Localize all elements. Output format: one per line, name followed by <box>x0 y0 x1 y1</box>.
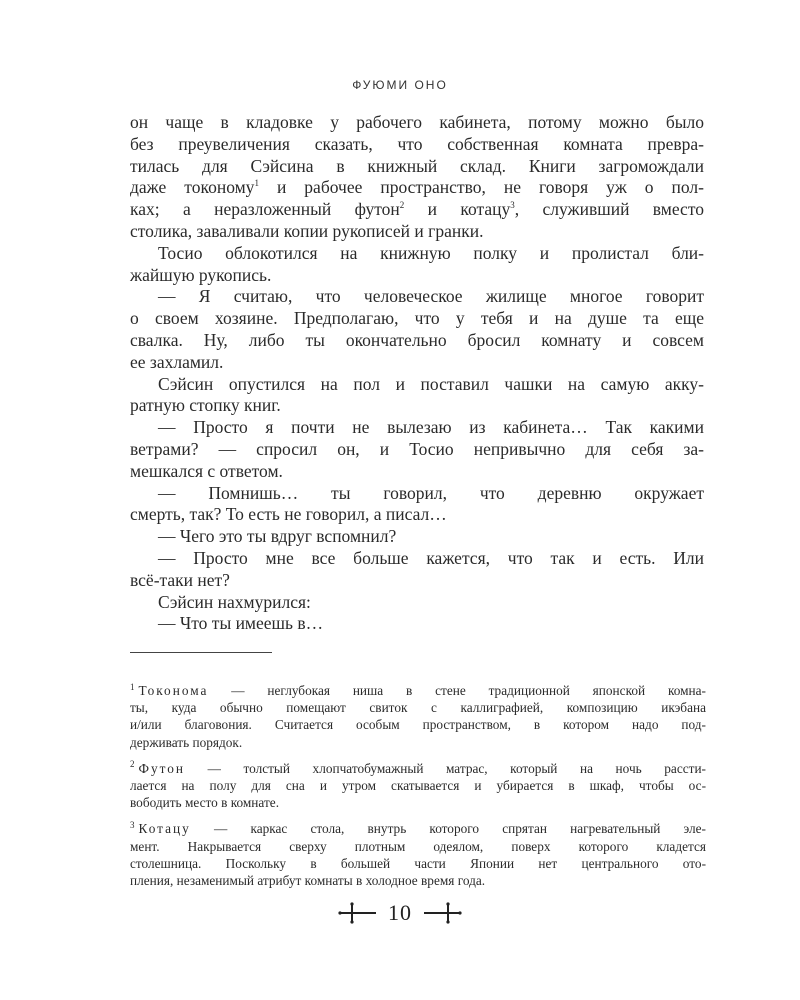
text-line: он чаще в кладовке у рабочего кабинета, потому можно было <box>130 112 704 132</box>
text-line <box>130 199 704 221</box>
text-segment: и рабочее пространство, не говоря уж о пол- <box>258 177 704 198</box>
footnote-text: — неглубокая ниша в стене традиционной японской комна- <box>208 683 706 698</box>
text-line: Тосио облокотился на книжную полку и пролистал бли- <box>158 242 704 263</box>
footnote <box>130 760 706 812</box>
text-line: ветрами? — спросил он, и Тосио непривычно для себя за- <box>130 438 704 459</box>
footnote-number: 1 <box>130 681 135 692</box>
paragraph <box>158 526 704 548</box>
running-head: ФУЮМИ ОНО <box>352 78 448 92</box>
text-line: ратную стопку книг. <box>130 395 281 416</box>
paragraph <box>130 373 704 418</box>
footnote-line: лается на полу для сна и утром скатывается и убирается в шкаф, чтобы ос- <box>130 778 706 794</box>
text-line: Сэйсин нахмурился: <box>158 591 311 612</box>
ornament-left-icon <box>338 901 378 925</box>
paragraph <box>130 286 704 373</box>
footnote-line: ты, куда обычно помещают свиток с каллиграфией, композицию икэбана <box>130 700 706 716</box>
text-line: — Просто я почти не вылезаю из кабинета… Так какими <box>158 417 704 438</box>
text-line: ее захламил. <box>130 351 224 372</box>
text-segment: , служивший вместо <box>514 199 704 220</box>
text-line: — Я считаю, что человеческое жилище многое говорит <box>158 286 704 307</box>
paragraph <box>130 547 704 592</box>
text-line: — Что ты имеешь в… <box>158 613 324 634</box>
footnote-line: вободить место в комнате. <box>130 795 280 811</box>
footnote-line: и/или благовония. Считается особым пространством, в котором надо под- <box>130 717 706 733</box>
text-segment: даже токоному <box>130 177 255 198</box>
text-line: свалка. Ну, либо ты окончательно бросил комнату и совсем <box>130 329 704 350</box>
text-line: Сэйсин опустился на пол и поставил чашки на самую акку- <box>158 373 704 394</box>
footnote-ref: 2 <box>399 200 405 211</box>
paragraph <box>130 242 704 287</box>
footnote-ref: 1 <box>254 178 259 189</box>
text-line: мешкался с ответом. <box>130 460 283 481</box>
footnote-term: Токонома <box>138 683 209 698</box>
footnote-line <box>130 760 706 777</box>
text-line: — Просто мне все больше кажется, что так и есть. Или <box>158 547 704 568</box>
footnote <box>130 820 706 889</box>
text-line: смерть, так? То есть не говорил, а писал… <box>130 504 447 525</box>
paragraph <box>130 112 704 243</box>
text-line: всё-таки нет? <box>130 569 230 590</box>
footnote-rule <box>130 652 272 653</box>
text-line: — Чего это ты вдруг вспомнил? <box>158 526 397 547</box>
footnote-number: 3 <box>130 820 135 830</box>
footnote-term: Котацу <box>138 821 191 837</box>
footnote <box>130 682 706 751</box>
footnote-line: столешница. Поскольку в большей части Японии нет центрального ото- <box>130 855 706 871</box>
text-line: столика, заваливали копии рукописей и гранки. <box>130 220 484 241</box>
text-line <box>130 177 704 199</box>
footnote-number: 2 <box>130 759 135 770</box>
body-text <box>130 112 704 635</box>
footnote-term: Футон <box>138 760 186 776</box>
text-segment: ках; а неразложенный футон <box>130 199 400 220</box>
ornament-right-icon <box>422 901 462 925</box>
text-line: — Помнишь… ты говорил, что деревню окружает <box>158 482 704 503</box>
footnote-line: мент. Накрывается сверху плотным одеялом, поверх которого кладется <box>130 838 706 854</box>
page-number: 10 <box>388 900 412 925</box>
footnote-text: — каркас стола, внутрь которого спрятан нагревательный эле- <box>190 821 706 837</box>
text-line: тилась для Сэйсина в книжный склад. Книги загромождали <box>130 155 704 176</box>
paragraph <box>158 592 704 614</box>
text-line: о своем хозяине. Предполагаю, что у тебя и на душе та еще <box>130 308 704 329</box>
text-segment: и котацу <box>404 199 511 220</box>
footnote-line <box>130 682 706 699</box>
text-line: жайшую рукопись. <box>130 264 272 285</box>
footnotes <box>130 682 706 898</box>
footnote-line: пления, незаменимый атрибут комнаты в холодное время года. <box>130 873 486 889</box>
footnote-text: — толстый хлопчатобумажный матрас, который на ночь рассти- <box>185 760 706 776</box>
paragraph <box>130 417 704 482</box>
page-folio <box>0 898 800 928</box>
paragraph <box>130 482 704 527</box>
paragraph <box>158 613 704 635</box>
footnote-line: держивать порядок. <box>130 734 243 750</box>
text-line: без преувеличения сказать, что собственная комната превра- <box>130 133 704 154</box>
footnote-ref: 3 <box>510 200 515 211</box>
footnote-line <box>130 820 706 837</box>
